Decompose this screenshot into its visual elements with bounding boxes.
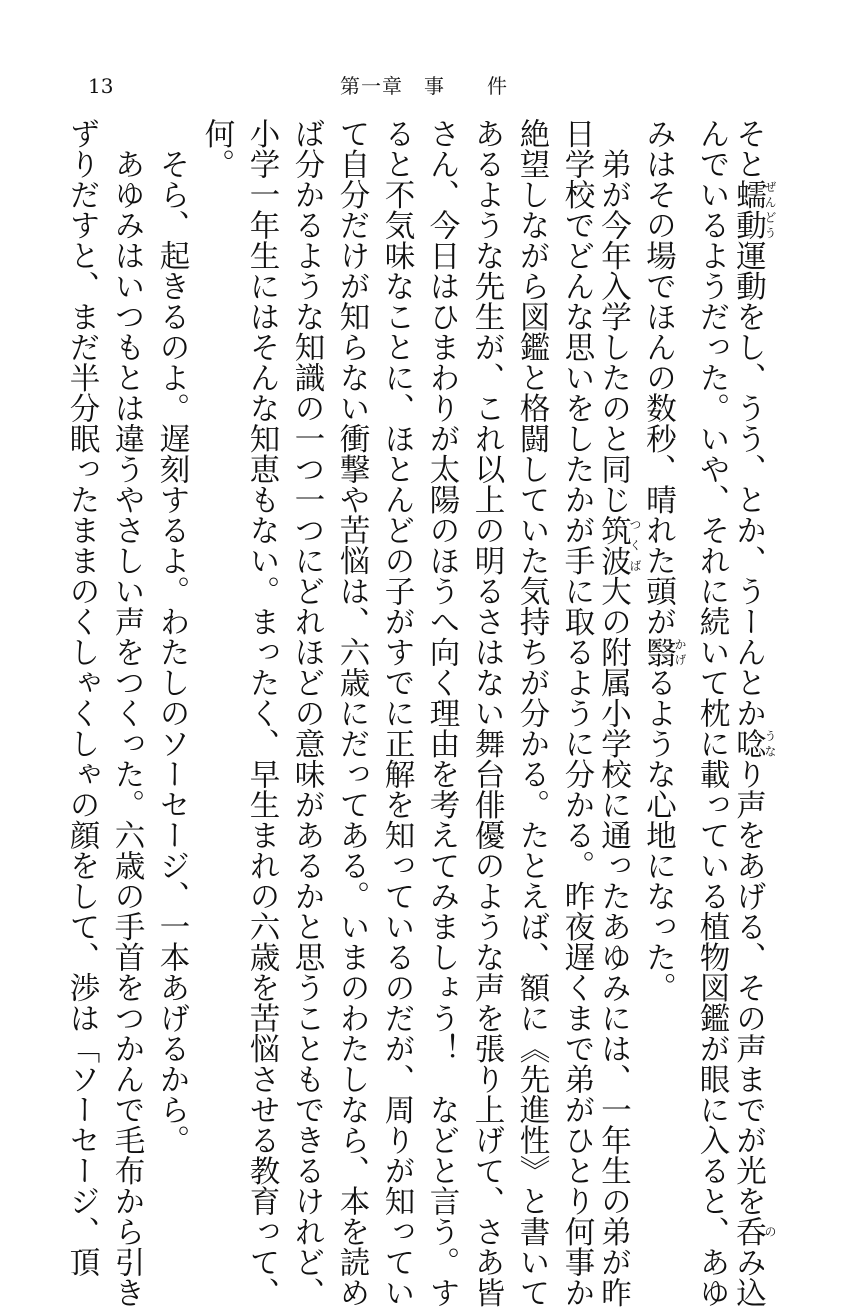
text-column: そら、起きるのよ。遅刻するよ。わたしのソーセージ、一本あげるから。 [154,118,189,1155]
text-column: 何。 [199,118,234,179]
text-column: 弟が今年入学したのと同じ筑波つくば大の附属小学校に通ったあゆみには、一年生の弟が昨 [595,118,642,1308]
text-column: あゆみはいつもとは違うやさしい声をつくった。六歳の手首をつかんで毛布から引き [109,118,144,1308]
page-number: 13 [88,74,114,98]
text-column: さん、今日はひまわりが太陽のほうへ向く理由を考えてみましょう！ などと言う。す [424,118,459,1308]
text-column: 小学一年生にはそんな知恵もない。まったく、早生まれの六歳を苦悩させる教育って、 [244,118,279,1308]
running-head: 第一章 事 件 [340,74,508,98]
text-column: ば分かるような知識の一つ一つにどれほどの意味があるかと思うこともできるけれど、 [289,118,324,1308]
text-column: みはその場でほんの数秒、晴れた頭が翳かげるような心地になった。 [640,118,687,1003]
vertical-text-block [64,118,777,1308]
text-column: ると不気味なことに、ほとんどの子がすでに正解を知っているのだが、周りが知ってい [379,118,414,1308]
text-column: あるような先生が、これ以上の明るさはない舞台俳優のような声を張り上げて、さあ皆 [469,118,504,1308]
text-column: そと蠕動ぜんどう運動をし、うう、とか、うーんとか唸うなり声をあげる、その声までが光を呑のみ込 [730,118,777,1308]
text-column: ずりだすと、まだ半分眠ったままのくしゃくしゃの顔をして、渉は「ソーセージ、頂 [64,118,99,1277]
text-column: て自分だけが知らない衝撃や苦悩は、六歳にだってある。いまのわたしなら、本を読め [334,118,369,1308]
text-column: 絶望しながら図鑑と格闘していた気持ちが分かる。たとえば、額に《先進性》と書いて [514,118,549,1308]
text-column: んでいるようだった。いや、それに続いて枕に載っている植物図鑑が眼に入ると、あゆ [694,118,729,1308]
text-column: 日学校でどんな思いをしたかが手に取るように分かる。昨夜遅くまで弟がひとり何事か [559,118,594,1308]
